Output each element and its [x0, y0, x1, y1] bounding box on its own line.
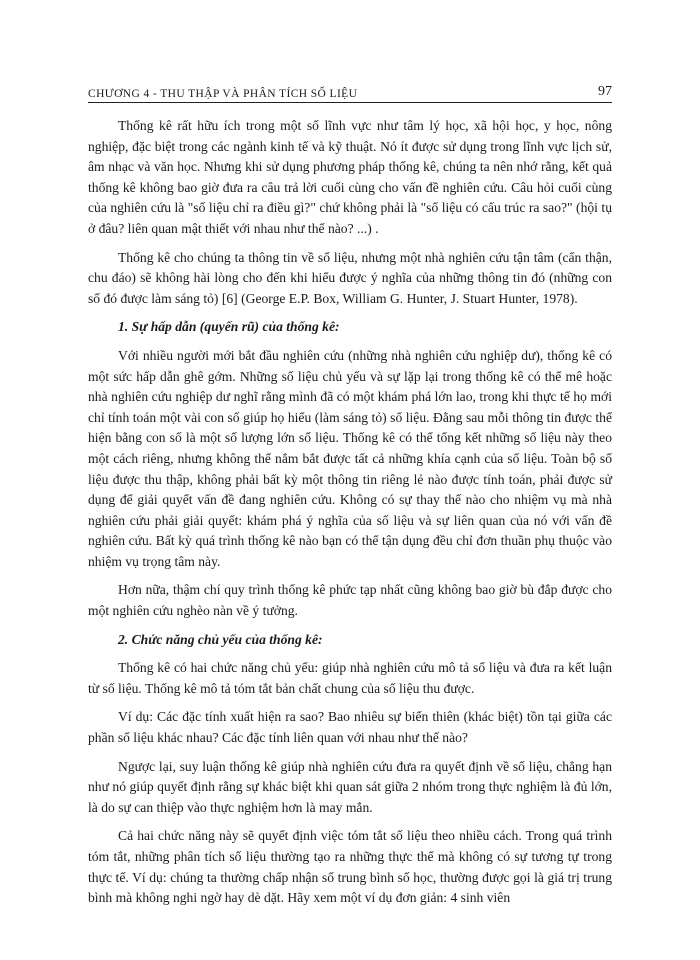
paragraph: Hơn nữa, thậm chí quy trình thống kê phức tạp nhất cũng không bao giờ bù đắp được cho một nghiên cứu nghèo nàn về ý tưởng.	[88, 582, 612, 619]
paragraph: Thống kê có hai chức năng chủ yếu: giúp nhà nghiên cứu mô tả số liệu và đưa ra kết luận từ số liệu. Thống kê mô tả tóm tắt bản chất chung của số liệu thu được.	[88, 660, 612, 696]
page-number: 97	[598, 84, 612, 99]
page-body	[88, 116, 612, 917]
paragraph: Thống kê rất hữu ích trong một số lĩnh vực như tâm lý học, xã hội học, y học, nông nghiệp, đặc biệt trong các ngành kinh tế và kỹ thuật. Nó ít được sử dụng trong lĩnh vực lịch sử, âm nhạc và văn học. Nhưng khi sử dụng phương pháp thống kê, chúng ta nên nhớ rằng, kết quả thống kê không bao giờ đưa ra câu trả lời cuối cùng cho vấn đề nghiên cứu. Câu hỏi cuối cùng của nghiên cứu là "số liệu chỉ ra điều gì?" chứ không phải là "số liệu có cấu trúc ra sao?" (hội tụ ở đâu? liên quan mật thiết với nhau như thế nào? ...) .	[88, 118, 612, 236]
running-header	[88, 80, 612, 103]
paragraph: Cả hai chức năng này sẽ quyết định việc tóm tắt số liệu theo nhiều cách. Trong quá trình tóm tắt, những phân tích số liệu thường tạo ra những thực thể mà không có sự tương tự trong thực tế. Ví dụ: chúng ta thường chấp nhận số trung bình số học, thường được gọi là giá trị trung bình mà không nghi ngờ hay dè dặt. Hãy xem một ví dụ đơn giản: 4 sinh viên	[88, 828, 612, 906]
chapter-title: CHƯƠNG 4 - THU THẬP VÀ PHÂN TÍCH SỐ LIỆU	[88, 88, 358, 100]
paragraph: Với nhiều người mới bắt đầu nghiên cứu (những nhà nghiên cứu nghiệp dư), thống kê có một sức hấp dẫn ghê gớm. Những số liệu chủ yếu và sự lặp lại trong thống kê có thể mê hoặc nhà nghiên cứu nghiệp dư nghĩ rằng mình đã có một khám phá lớn lao, trong khi thực tế họ mới chỉ tính toán một vài con số giúp họ hiểu (làm sáng tỏ) số liệu. Đằng sau mỗi thông tin được thể hiện bằng con số là một số lượng lớn số liệu. Thống kê có thể tổng kết những số liệu này theo một cách riêng, nhưng không thể nắm bắt được tất cả những khía cạnh của số liệu. Toàn bộ số liệu được thu thập, không phải bất kỳ một thông tin riêng lẻ nào được tính toán, phải được sử dụng để giải quyết vấn đề đang nghiên cứu. Không có sự thay thế nào cho nhiệm vụ mà nhà nghiên cứu phải giải quyết: khám phá ý nghĩa của số liệu và sự liên quan của nó với vấn đề nghiên cứu. Bất kỳ quá trình thống kê nào bạn có thể tận dụng đều chỉ đơn thuần phụ thuộc vào nhiệm vụ trọng tâm này.	[88, 347, 612, 569]
section-heading: 2. Chức năng chủ yếu của thống kê:	[118, 631, 323, 647]
section-heading: 1. Sự hấp dẫn (quyến rũ) của thống kê:	[118, 319, 340, 335]
paragraph: Thống kê cho chúng ta thông tin về số liệu, nhưng một nhà nghiên cứu tận tâm (cẩn thận, chu đáo) sẽ không hài lòng cho đến khi hiểu được ý nghĩa của những thông tin đó (những con số đó được làm sáng tỏ) [6] (George E.P. Box, William G. Hunter, J. Stuart Hunter, 1978).	[88, 249, 612, 306]
paragraph: Ngược lại, suy luận thống kê giúp nhà nghiên cứu đưa ra quyết định về số liệu, chẳng hạn như nó giúp quyết định rằng sự khác biệt khi quan sát giữa 2 nhóm trong thực nghiệm là đủ lớn, là do sự can thiệp vào thực nghiệm hơn là may mắn.	[88, 758, 612, 815]
paragraph: Ví dụ: Các đặc tính xuất hiện ra sao? Bao nhiêu sự biến thiên (khác biệt) tồn tại giữa các phần số liệu khác nhau? Các đặc tính liên quan với nhau như thế nào?	[88, 709, 612, 746]
